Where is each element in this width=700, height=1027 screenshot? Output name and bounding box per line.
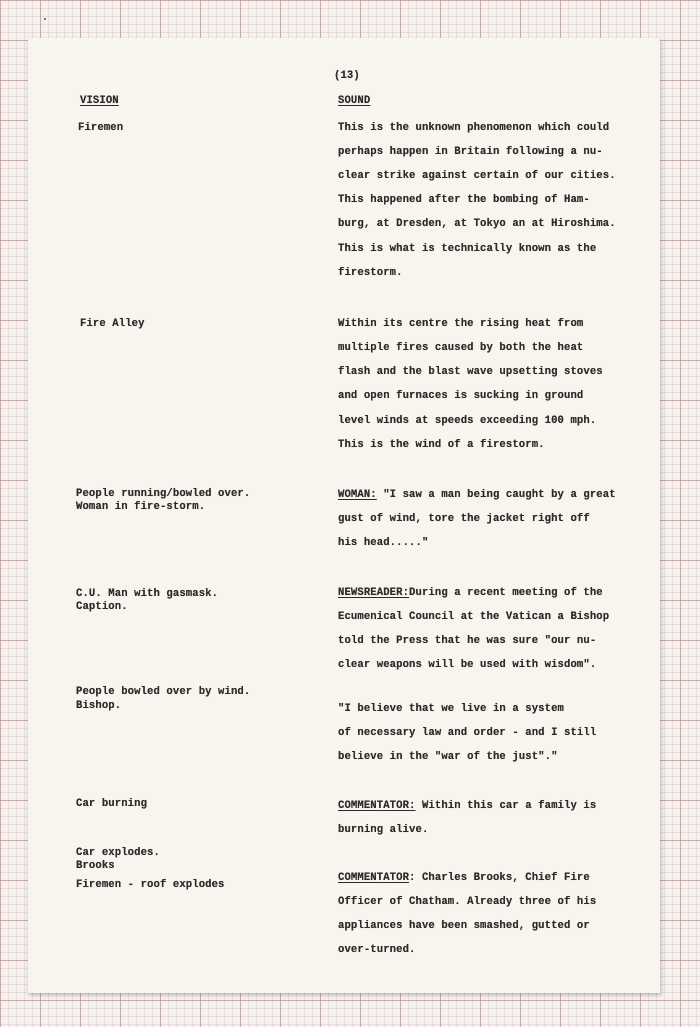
sound-line: flash and the blast wave upsetting stoves (338, 366, 603, 378)
vision-cue: Woman in fire-storm. (76, 501, 206, 513)
vision-cue: Car explodes. (76, 847, 160, 859)
sound-line: level winds at speeds exceeding 100 mph. (338, 415, 597, 427)
sound-line: WOMAN: "I saw a man being caught by a great (338, 489, 616, 501)
sound-line: NEWSREADER:During a recent meeting of the (338, 587, 603, 599)
vision-header: VISION (80, 95, 119, 107)
sound-line: Ecumenical Council at the Vatican a Bishop (338, 611, 610, 623)
sound-line: burning alive. (338, 824, 429, 836)
vision-cue: Firemen (78, 122, 124, 134)
vision-cue: Brooks (76, 860, 115, 872)
speaker-label: WOMAN: (338, 489, 377, 501)
sound-line: Within its centre the rising heat from (338, 318, 584, 330)
sound-line: and open furnaces is sucking in ground (338, 390, 584, 402)
sound-line: This is the unknown phenomenon which could (338, 122, 610, 134)
vision-cue: Caption. (76, 601, 128, 613)
sound-line: This happened after the bombing of Ham- (338, 194, 590, 206)
vision-cue: Bishop. (76, 700, 122, 712)
vision-cue: People bowled over by wind. (76, 686, 251, 698)
sound-line: firestorm. (338, 267, 403, 279)
sound-line: Officer of Chatham. Already three of his (338, 896, 597, 908)
sound-line: gust of wind, tore the jacket right off (338, 513, 590, 525)
punch-mark (44, 18, 46, 20)
sound-line: clear strike against certain of our cities. (338, 170, 616, 182)
sound-line: over-turned. (338, 944, 416, 956)
sound-line: multiple fires caused by both the heat (338, 342, 584, 354)
sound-line: burg, at Dresden, at Tokyo an at Hiroshima. (338, 218, 616, 230)
sound-line: clear weapons will be used with wisdom". (338, 659, 597, 671)
vision-cue: Car burning (76, 798, 148, 810)
sound-line: COMMENTATOR: Within this car a family is (338, 800, 597, 812)
speaker-label: COMMENTATOR (338, 872, 410, 884)
sound-line: appliances have been smashed, gutted or (338, 920, 590, 932)
vision-cue: People running/bowled over. (76, 488, 251, 500)
vision-cue: Fire Alley (80, 318, 145, 330)
sound-line: told the Press that he was sure "our nu- (338, 635, 597, 647)
sound-line: This is the wind of a firestorm. (338, 439, 545, 451)
speaker-label: NEWSREADER: (338, 587, 410, 599)
vision-cue: Firemen - roof explodes (76, 879, 225, 891)
page-number: (13) (334, 70, 360, 82)
vision-cue: C.U. Man with gasmask. (76, 588, 219, 600)
sound-line: perhaps happen in Britain following a nu- (338, 146, 603, 158)
sound-line: This is what is technically known as the (338, 243, 597, 255)
sound-header: SOUND (338, 95, 371, 107)
sound-line: his head....." (338, 537, 429, 549)
sound-line: COMMENTATOR: Charles Brooks, Chief Fire (338, 872, 590, 884)
speaker-label: COMMENTATOR: (338, 800, 416, 812)
sound-line: believe in the "war of the just"." (338, 751, 558, 763)
sound-line: "I believe that we live in a system (338, 703, 565, 715)
sound-line: of necessary law and order - and I still (338, 727, 597, 739)
